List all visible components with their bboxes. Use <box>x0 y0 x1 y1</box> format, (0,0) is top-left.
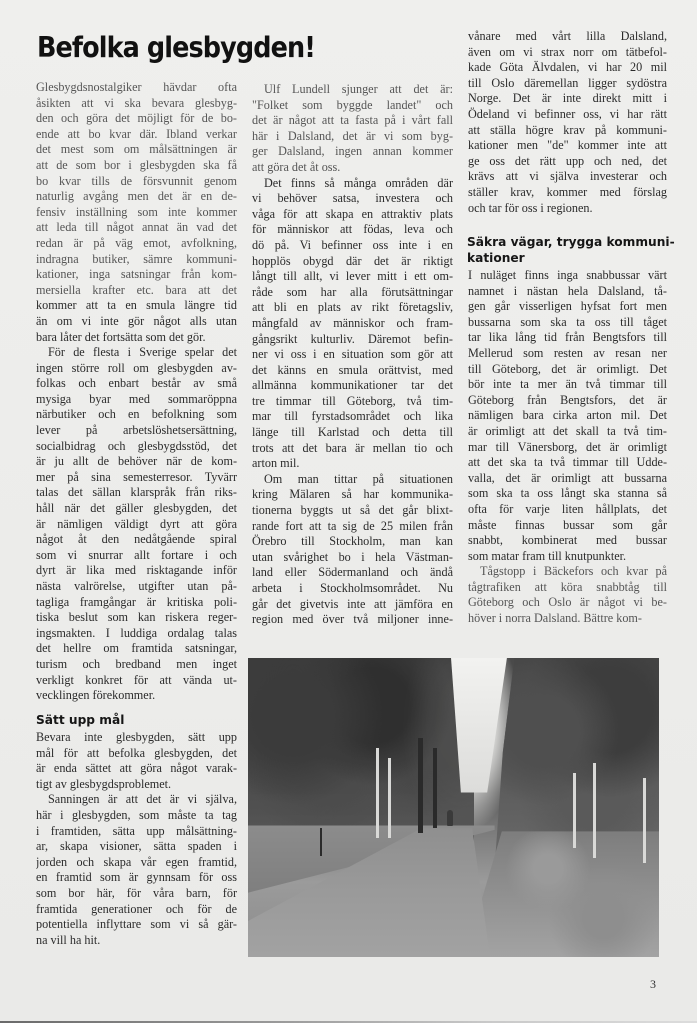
text-line: tiska beslut som kan riskera reger- <box>36 610 237 625</box>
text-line: mysiga byar med sommaröppna <box>36 391 237 406</box>
text-line: kade Göta Älvdalen, vi har 20 mil <box>468 60 667 75</box>
text-line: till Göteborg, det är orimligt. Det <box>468 361 667 376</box>
photo-cyclist <box>447 810 453 826</box>
text-line: även om vi strax norr om tätbefol- <box>468 44 667 59</box>
text-line: höver i norra Dalsland. Bättre kom- <box>468 611 642 626</box>
text-line: att leda till något annat än vad det <box>36 220 237 235</box>
text-line: socialbidrag och glesbygdsstöd, det <box>36 438 237 453</box>
text-line: kommer att ta en smula längre tid <box>36 298 237 313</box>
text-line: na vill ha hit. <box>36 932 101 947</box>
text-line: Göteborg och Oslo är något vi be- <box>468 595 667 610</box>
text-line: naturlig avgång men det är en de- <box>36 189 237 204</box>
text-line: bara låter det fortsätta som det gör. <box>36 329 206 344</box>
text-line: något åt den nedåtgående spiral <box>36 532 237 547</box>
text-line: i framtiden, sätta upp målsättning- <box>36 823 237 838</box>
text-line: tar lika lång tid från Bengtsfors till <box>468 330 667 345</box>
text-line: Mellerud som resten av resan ner <box>468 345 667 360</box>
photo-birch-trunk <box>573 773 576 848</box>
text-line: som vi snurrar allt fortare i och <box>36 547 237 562</box>
text-line: hopplös obygd där det är riktigt <box>252 253 453 268</box>
text-line: för människor att födas, leva och <box>252 222 453 237</box>
text-line: ställer krav, kommer med förslag <box>468 184 667 199</box>
text-line: rande fort att ta sig de 25 milen från <box>252 518 453 533</box>
text-line: det hellre om framtida satsningar, <box>36 641 237 656</box>
text-line: indragna butiker, sämre kommuni- <box>36 251 237 266</box>
text-line: ar, skapa visioner, sätta spaden i <box>36 839 237 854</box>
text-line: gångsrikt kulturliv. Däremot befin- <box>252 331 453 346</box>
text-line: och tar för oss i regionen. <box>468 200 593 215</box>
photo-birch-trunk <box>593 763 596 858</box>
text-line: Norge. Det är inte direkt mitt i <box>468 91 667 106</box>
text-line: det mest som om målsättningen är <box>36 142 237 157</box>
photo-tree-trunk <box>418 738 423 833</box>
text-line: framtida generationer och för de <box>36 901 237 916</box>
column-3 <box>468 29 667 216</box>
text-line: kationer men "de" kommer inte att <box>468 138 667 153</box>
text-line: långt till allt, vi lever mitt i ett om- <box>252 269 453 284</box>
text-line: bussarna som ska ta oss till tåget <box>468 314 667 329</box>
text-line: till Oslo däremellan ligger sydöstra <box>468 75 667 90</box>
text-line: än om vi inte gör något alls utan <box>36 313 237 328</box>
text-line: kationer, inga satsningar från kom- <box>36 267 237 282</box>
text-line: arton mil. <box>252 456 300 471</box>
text-line: region med över två miljoner inne- <box>252 612 453 627</box>
text-line: tionerna byggts ut så det går blixt- <box>252 503 453 518</box>
column-1 <box>36 80 237 704</box>
photo-birch-trunk <box>388 758 391 838</box>
text-line: här i Dalsland, det är vi som byg- <box>252 128 453 143</box>
column-2 <box>252 82 453 628</box>
text-line: Ulf Lundell sjunger att det är: <box>264 82 453 96</box>
text-line: land eller Södermanland och ändå <box>252 565 453 580</box>
text-line: tagliga framgångar är kritiska poli- <box>36 594 237 609</box>
text-line: att de som bor i glesbygden ska få <box>36 157 237 172</box>
text-line: Örebro till Stockholm, man kan <box>252 534 453 549</box>
text-line: fensiv inställning som inte kommer <box>36 204 237 219</box>
text-line: talas det sällan klarspråk från riks- <box>36 485 237 500</box>
text-line: valla, det är orimligt att bussarna <box>468 470 667 485</box>
text-line: ende att bo kvar där. Ibland verkar <box>36 126 237 141</box>
text-line: är nämligen väldigt dyrt att göra <box>36 516 237 531</box>
text-line: nästa valrörelse, utgifter utan på- <box>36 579 237 593</box>
text-line: åsikten att vi ska bevara glesbyg- <box>36 95 237 110</box>
text-line: vi behöver satsa, investera och <box>252 191 453 206</box>
section-heading-sakra-vagar-line2: kationer <box>467 251 525 265</box>
column-1-section <box>36 730 237 948</box>
text-line: här i glesbygden, som måste ta tag <box>36 807 237 822</box>
text-line: vånare med vårt lilla Dalsland, <box>468 29 667 43</box>
text-line: är orimligt att det skall ta två tim- <box>468 423 667 438</box>
article-title: Befolka glesbygden! <box>37 31 315 65</box>
text-line: ingen större roll om glesbygden av- <box>36 360 237 375</box>
text-line: bör inte ta mer än två timmar till <box>468 377 667 392</box>
text-line: ingsmakten. I luddiga ordalag talas <box>36 625 237 640</box>
text-line: en framtid som är gynnsam för oss <box>36 870 237 885</box>
text-line: lever på arbetslöshetsersättning, <box>36 423 237 438</box>
text-line: Glesbygdsnostalgiker hävdar ofta <box>36 80 237 94</box>
text-line: den och göra det möjligt för de bo- <box>36 111 237 126</box>
text-line: redan är på väg emot, avfolkning, <box>36 235 237 250</box>
text-line: verkligt konkret för att vända ut- <box>36 672 237 687</box>
section-heading-sakra-vagar-line1: Säkra vägar, trygga kommuni- <box>467 235 675 249</box>
text-line: krävs att vi själva investerar och <box>468 169 667 184</box>
text-line: turism och bredband men inget <box>36 656 237 671</box>
text-line: är ju allt de behöver när de kom- <box>36 454 237 469</box>
text-line: tigt av glesbygdsproblemet. <box>36 776 172 791</box>
photo-trees-left <box>248 658 474 849</box>
page-number: 3 <box>650 977 656 991</box>
column-3-section <box>468 268 667 627</box>
text-line: tre timmar till Göteborg, två tim- <box>252 393 453 408</box>
text-line: folkas och enbart består av små <box>36 376 237 391</box>
text-line: ofta för varje liten hållplats, det <box>468 501 667 516</box>
text-line: snabbt, kombinerat med bussar <box>468 533 667 548</box>
text-line: arbeta i Stockholmsområdet. Nu <box>252 581 453 595</box>
text-line: är enda sättet att göra något varak- <box>36 761 237 776</box>
photo-tree-trunk <box>433 748 437 828</box>
text-line: nämligen bara cirka arton mil. Det <box>468 408 667 423</box>
photo-grass-right <box>474 831 659 957</box>
text-line: håll när det gäller glesbygden, det <box>36 501 237 516</box>
text-line: det är något att ta fasta på i vårt fall <box>252 113 453 128</box>
text-line: utan svårighet bo i hela Västman- <box>252 549 453 564</box>
text-line: I nuläget finns inga snabbussar värt <box>468 268 667 282</box>
text-line: trots att det bara är mellan tio och <box>252 440 453 455</box>
text-line: För de flesta i Sverige spelar det <box>48 345 237 360</box>
text-line: Ödeland vi befinner oss, vi har rätt <box>468 106 667 121</box>
text-line: att bli en plats av rikt företagsliv, <box>252 300 453 315</box>
text-line: det känns en smula orättvist, med <box>252 362 453 377</box>
text-line: våga för att skapa en attraktiv plats <box>252 206 453 221</box>
photo-birch-trunk <box>643 778 646 863</box>
photo-birch-trunk <box>376 748 379 838</box>
text-line: att det ska ta två timmar till Udde- <box>468 455 667 470</box>
text-line: närbutiker och en befolkning som <box>36 407 237 422</box>
text-line: namnet i nästan hela Dalsland, tå- <box>468 283 667 298</box>
text-line: som ska ta oss långt ska stanna så <box>468 486 667 501</box>
text-line: som matar fram till knutpunkter. <box>468 548 627 563</box>
photo-fence-post <box>320 828 322 856</box>
text-line: länge till Karlstad och detta till <box>252 425 453 440</box>
text-line: "Folket som byggde landet" och <box>252 97 453 112</box>
text-line: mar till fyrstadsområdet och lika <box>252 409 453 424</box>
text-line: bo kvar tills de försvunnit genom <box>36 173 237 188</box>
text-line: ger Dalsland, ingen annan kommer <box>252 144 453 159</box>
text-line: jorden och skapa vår egen framtid, <box>36 854 237 869</box>
road-photo <box>248 658 659 957</box>
text-line: går det givetvis inte att jämföra en <box>252 596 453 611</box>
text-line: Göteborg från Bengtsfors, det är <box>468 392 667 407</box>
text-line: gen går visserligen hyfsat fort men <box>468 299 667 314</box>
section-heading-satt-upp-mal: Sätt upp mål <box>36 713 125 727</box>
text-line: tågtrafiken att köra snabbtåg till <box>468 579 667 594</box>
text-line: ner vi oss i en situation som gör att <box>252 347 453 362</box>
text-line: potentiella inflyttare som vi så gär- <box>36 917 237 932</box>
text-line: mar till Vänersborg, det är orimligt <box>468 439 667 454</box>
text-line: dö på. Vi befinner oss inte i en <box>252 237 453 252</box>
text-line: att ställa högre krav på kommuni- <box>468 122 667 137</box>
text-line: måste finnas bussar som går <box>468 517 667 532</box>
text-line: allmänna kommunikationer tar det <box>252 378 453 393</box>
text-line: mersiella krafter etc. bara att det <box>36 282 237 297</box>
text-line: vecklingen förekommer. <box>36 688 156 703</box>
text-line: Bevara inte glesbygden, sätt upp <box>36 730 237 744</box>
text-line: Det finns så många områden där <box>264 175 453 190</box>
text-line: att göra det åt oss. <box>252 159 341 174</box>
text-line: mål för att befolka glesbygden, det <box>36 745 237 760</box>
text-line: kring Mälaren så har kommunika- <box>252 487 453 502</box>
text-line: Om man tittar på situationen <box>264 471 453 486</box>
text-line: Sanningen är att det är vi själva, <box>48 792 237 807</box>
text-line: ge oss det rätt upp och ned, det <box>468 153 667 168</box>
text-line: råde som har alla förutsättningar <box>252 284 453 299</box>
text-line: dyrt är lika med risktagande inför <box>36 563 237 578</box>
text-line: Tågstopp i Bäckefors och kvar på <box>480 564 667 579</box>
text-line: mångfald av människor och fram- <box>252 315 453 330</box>
text-line: mer på sina semesterresor. Tyvärr <box>36 469 237 484</box>
text-line: som bor här, för våra barn, för <box>36 885 237 900</box>
